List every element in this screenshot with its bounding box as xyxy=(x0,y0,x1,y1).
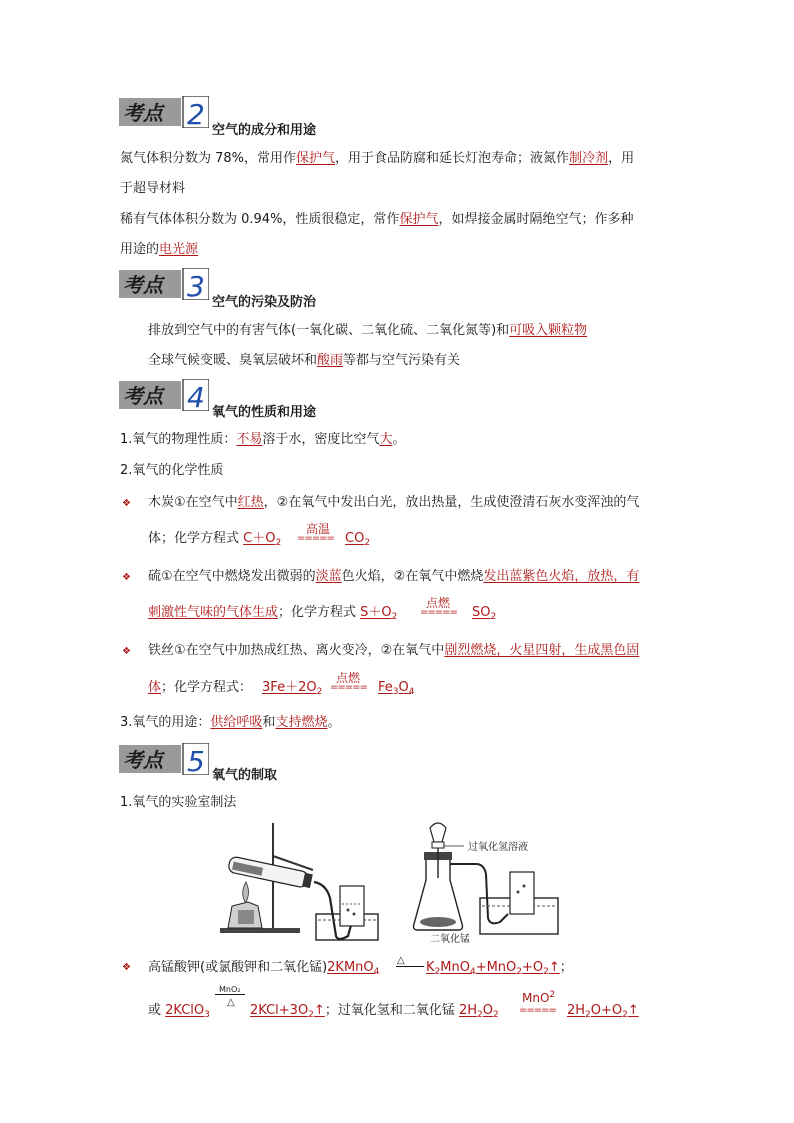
kmno4-products: $K_2MnO_4+MnO_2+O_2↑$； xyxy=(426,960,573,977)
section-badge-3 xyxy=(119,268,209,300)
equals-sign: ===== xyxy=(519,1005,556,1016)
badge-number: 3 xyxy=(187,270,205,300)
carbon-line-2: 体；化学方程式 $C+O_2$ xyxy=(148,531,282,548)
s2-line-1: 氮气体积分数为 78%，常用作保护气，用于食品防腐和延长灯泡寿命；液氮作制冷剂，用 xyxy=(120,151,635,166)
sulfur-condition: 点燃 xyxy=(426,596,451,610)
diamond-bullet-icon: ❖ xyxy=(122,962,131,973)
sulfur-product: $SO_2$ xyxy=(472,605,497,622)
kclo3-products: $2KCl+3O_2↑$；过氧化氢和二氧化锰 $2H_2O_2$ xyxy=(250,1003,499,1020)
catalyst-label: MnO₂ xyxy=(219,985,241,994)
lab-apparatus-figure xyxy=(218,818,568,943)
iron-condition: 点燃 xyxy=(336,671,361,685)
diamond-bullet-icon: ❖ xyxy=(122,572,131,583)
h2o2-products: $2H_2O+O_2↑$ xyxy=(567,1003,639,1020)
s2-line-3: 稀有气体体积分数为 0.94%，性质很稳定，常作保护气，如焊接金属时隔绝空气；作多种 xyxy=(120,212,634,227)
s2-line-4: 用途的电光源 xyxy=(120,242,199,257)
section-badge-5 xyxy=(119,743,209,775)
section-title-5: 氧气的制取 xyxy=(212,768,278,783)
figure-label-mno2: 二氧化锰 xyxy=(430,934,470,943)
s5-para-1: 1.氧气的实验室制法 xyxy=(120,795,237,810)
equals-sign: ===== xyxy=(297,533,334,544)
kmno4-line: 高锰酸钾(或氯酸钾和二氧化锰)2KMnO$_4$ xyxy=(148,960,380,977)
heat-triangle-icon: △ xyxy=(227,997,234,1008)
s3-line-2: 全球气候变暖、臭氧层破坏和酸雨等都与空气污染有关 xyxy=(148,353,461,368)
badge-text: 考点 xyxy=(123,384,163,408)
s4-para-1: 1.氧气的物理性质：不易溶于水，密度比空气大。 xyxy=(120,432,406,447)
kclo3-line: 或 2KClO$_3$ xyxy=(148,1003,210,1020)
section-title-4: 氧气的性质和用途 xyxy=(212,405,317,420)
heat-triangle-icon: △ xyxy=(397,955,404,966)
s4-para-3: 3.氧气的用途：供给呼吸和支持燃烧。 xyxy=(120,715,341,730)
badge-text: 考点 xyxy=(123,101,163,125)
sulfur-line-2: 刺激性气味的气体生成；化学方程式 $S+O_2$ xyxy=(148,605,398,622)
carbon-line-1: 木炭①在空气中红热，②在氧气中发出白光，放出热量，生成使澄清石灰水变浑浊的气 xyxy=(148,495,640,510)
mno2-condition: MnO$^2$ xyxy=(522,990,556,1005)
figure-label-hydrogen-peroxide: 过氧化氢溶液 xyxy=(468,842,528,853)
carbon-condition: 高温 xyxy=(306,522,331,536)
section-title-2: 空气的成分和用途 xyxy=(212,123,317,138)
s4-para-2: 2.氧气的化学性质 xyxy=(120,463,224,478)
carbon-product: $CO_2$ xyxy=(345,531,371,548)
equals-sign: ===== xyxy=(330,682,367,693)
badge-number: 5 xyxy=(187,745,205,775)
diamond-bullet-icon: ❖ xyxy=(122,646,131,657)
diamond-bullet-icon: ❖ xyxy=(122,498,131,509)
section-badge-2 xyxy=(119,96,209,128)
badge-text: 考点 xyxy=(123,273,163,297)
section-title-3: 空气的污染及防治 xyxy=(212,295,317,310)
catalyst-line xyxy=(215,994,245,995)
iron-line-2: 体；化学方程式： $3Fe+2O_2$ xyxy=(148,680,323,697)
reaction-arrow-line xyxy=(396,966,424,967)
iron-product: $Fe_3O_4$ xyxy=(378,680,415,697)
badge-number: 4 xyxy=(187,381,205,411)
section-badge-4 xyxy=(119,379,209,411)
badge-text: 考点 xyxy=(123,748,163,772)
iron-line-1: 铁丝①在空气中加热成红热、离火变冷，②在氧气中剧烈燃烧，火星四射，生成黑色固 xyxy=(148,643,640,658)
badge-number: 2 xyxy=(187,98,205,128)
s2-line-2: 于超导材料 xyxy=(120,181,186,196)
sulfur-line-1: 硫①在空气中燃烧发出微弱的淡蓝色火焰，②在氧气中燃烧发出蓝紫色火焰，放热，有 xyxy=(148,569,640,584)
s3-line-1: 排放到空气中的有害气体(一氧化碳、二氧化硫、二氧化氮等)和可吸入颗粒物 xyxy=(148,323,588,338)
equals-sign: ===== xyxy=(420,607,457,618)
